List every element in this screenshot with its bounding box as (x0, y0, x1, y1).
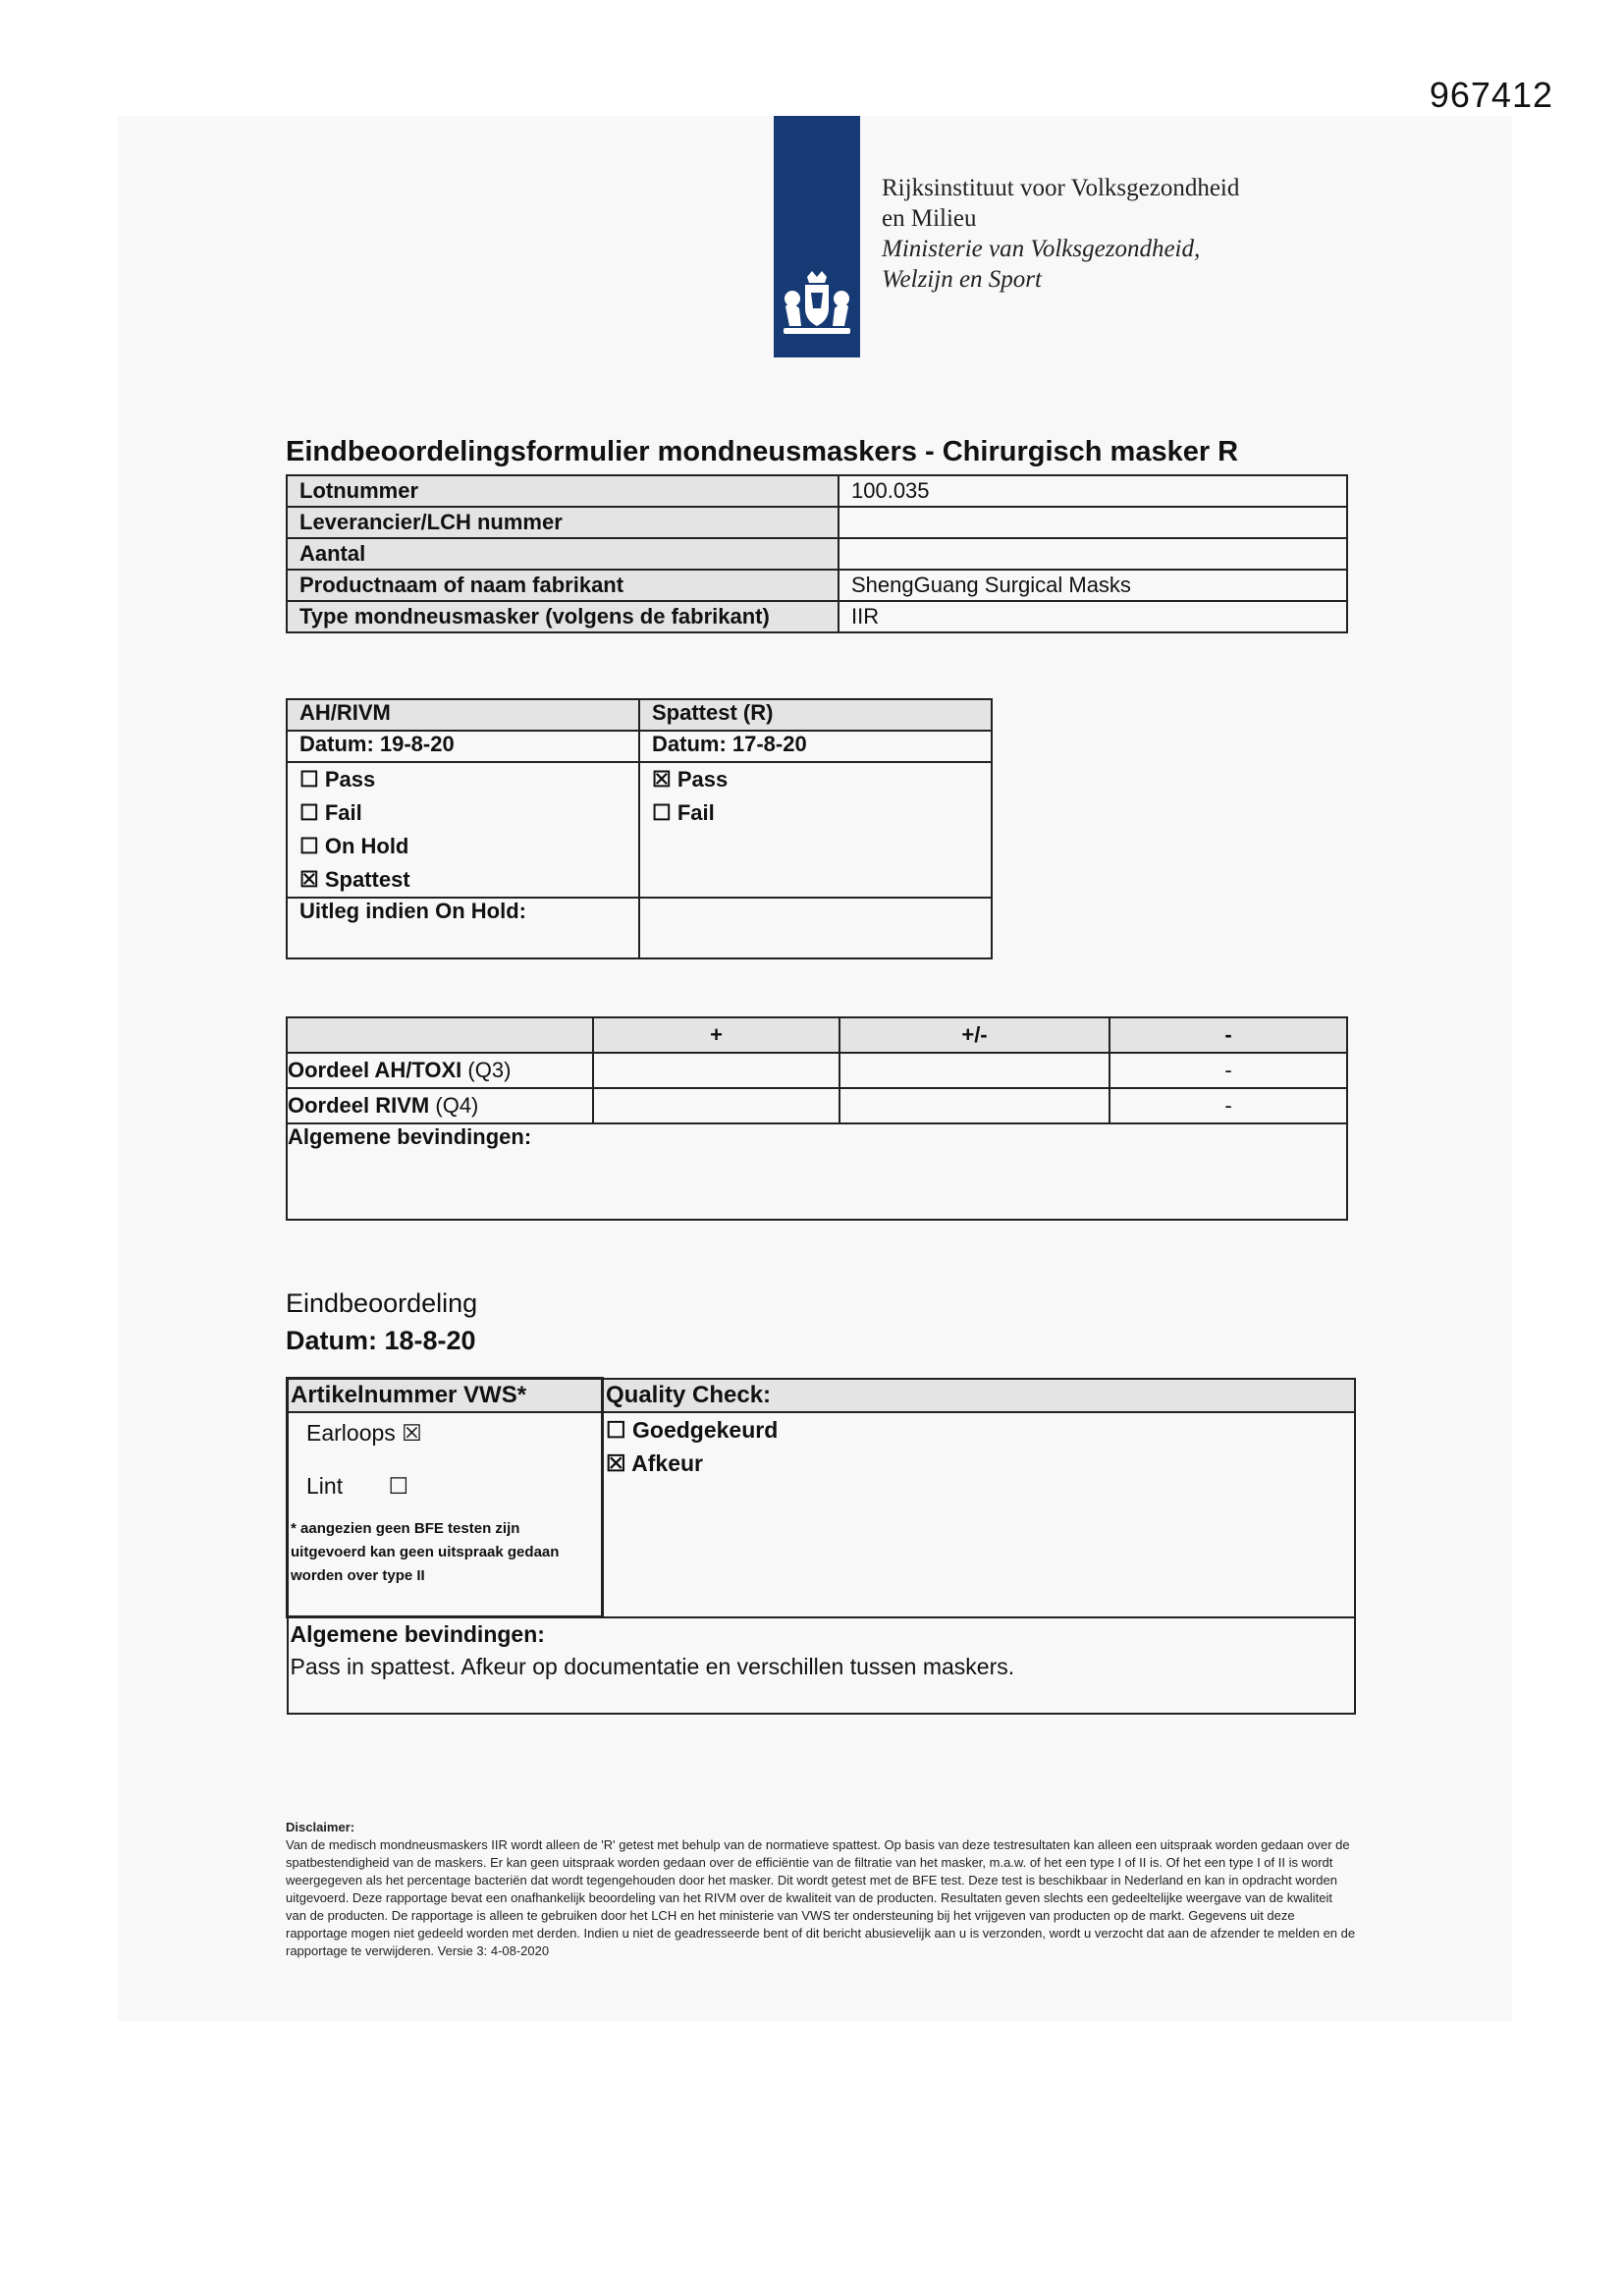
final-findings-label: Algemene bevindingen: (290, 1621, 545, 1647)
checkbox-fail[interactable]: ☐ Fail (652, 800, 715, 825)
checkbox-on-hold[interactable]: ☐ On Hold (299, 834, 409, 858)
table-row (287, 538, 1347, 570)
ah-rivm-options (287, 762, 639, 898)
table-row (287, 762, 992, 898)
disclaimer-text: Van de medisch mondneusmaskers IIR wordt alleen de 'R' getest met behulp van de normatieve spattest. Op basis van deze testresultaten kan alleen een uitspraak worden gedaan over de spatbestendigheid van de maskers. Er kan geen uitspraak worden gedaan over de efficiëntie van de filtratie van het masker, m.a.w. of het een type I of II is. Of het een type I of II is wordt weergegeven als het percentage bacteriën dat wordt tegengehouden door het masker. Dit wordt getest met de BFE test. Deze test is beschikbaar in Nederland en kan in opdracht worden uitgevoerd. Deze rapportage bevat een onafhankelijk beoordeling van het RIVM over de kwaliteit van de producten. Resultaten geven slechts een gedeeltelijke weergave van de kwaliteit van de producten. De rapportage is alleen te gebruiken door het LCH en het ministerie van VWS ter ondersteuning bij het vrijgeven van producten op de markt. Gegevens uit deze rapportage mogen niet gedeeld worden met derden. Indien u niet de geadresseerde bent of dit bericht abusievelijk aan u is verzonden, wordt u verzocht dat aan de afzender te melden en de rapportage te verwijderen. Versie 3: 4-08-2020 (286, 1837, 1356, 1958)
disclaimer (286, 1819, 1356, 1960)
field-value (839, 538, 1347, 570)
column-header-plus-minus: +/- (839, 1017, 1110, 1053)
checkbox-fail[interactable]: ☐ Fail (299, 800, 362, 825)
table-row (288, 1379, 1356, 1617)
final-assessment-title: Eindbeoordeling (286, 1288, 478, 1318)
field-value: 100.035 (839, 475, 1347, 507)
quality-check-cell (603, 1379, 1356, 1617)
organisation-name (882, 173, 1239, 295)
checkbox-rejected[interactable]: ☒ Afkeur (606, 1449, 704, 1476)
on-hold-explanation-value (639, 898, 992, 958)
type-footnote (289, 1513, 601, 1596)
table-cell (593, 1053, 839, 1088)
field-label: Lotnummer (287, 475, 839, 507)
form-title: Eindbeoordelingsformulier mondneusmaskers - Chirurgisch masker R (286, 436, 1239, 467)
final-findings-cell (288, 1617, 1356, 1715)
checkbox-pass[interactable]: ☐ Pass (299, 767, 376, 792)
row-label (287, 1053, 593, 1088)
table-cell: - (1110, 1053, 1347, 1088)
table-row (288, 1617, 1356, 1715)
table-row (287, 507, 1347, 538)
spattest-options (639, 762, 992, 898)
checkbox-lint[interactable]: Lint ☐ (306, 1473, 409, 1499)
row-label-text: Oordeel AH/TOXI (288, 1058, 462, 1082)
field-label: Aantal (287, 538, 839, 570)
row-label (287, 1088, 593, 1123)
table-cell: - (1110, 1088, 1347, 1123)
article-number-cell (288, 1379, 603, 1617)
table-row (287, 731, 992, 762)
article-number-header: Artikelnummer VWS* (289, 1380, 601, 1413)
question-code: (Q4) (435, 1093, 479, 1118)
quality-check-header: Quality Check: (604, 1380, 1354, 1413)
spattest-date: Datum: 17-8-20 (639, 731, 992, 762)
field-value (839, 507, 1347, 538)
column-header (287, 1017, 593, 1053)
checkbox-earloops[interactable]: Earloops ☒ (306, 1420, 422, 1446)
table-cell (839, 1088, 1110, 1123)
final-assessment-table (286, 1377, 1356, 1715)
field-label: Leverancier/LCH nummer (287, 507, 839, 538)
checkbox-approved[interactable]: ☐ Goedgekeurd (606, 1416, 779, 1443)
footnote-star: * (291, 1520, 297, 1537)
table-cell (593, 1088, 839, 1123)
column-header-minus: - (1110, 1017, 1347, 1053)
ah-rivm-date: Datum: 19-8-20 (287, 731, 639, 762)
final-assessment-date: Datum: 18-8-20 (286, 1326, 476, 1355)
ministry-line: Ministerie van Volksgezondheid, (882, 236, 1201, 262)
ah-rivm-header: AH/RIVM (287, 699, 639, 731)
field-value: ShengGuang Surgical Masks (839, 570, 1347, 601)
question-code: (Q3) (467, 1058, 512, 1082)
on-hold-explanation-label: Uitleg indien On Hold: (287, 898, 639, 958)
footnote-text: aangezien geen BFE testen zijn uitgevoerd kan geen uitspraak gedaan worden over type II (291, 1520, 560, 1584)
table-row (287, 1053, 1347, 1088)
table-row (287, 898, 992, 958)
document-number: 967412 (1429, 75, 1553, 115)
table-row (287, 1088, 1347, 1123)
table-row (287, 570, 1347, 601)
table-cell (839, 1053, 1110, 1088)
column-header-plus: + (593, 1017, 839, 1053)
table-row (287, 699, 992, 731)
org-line: en Milieu (882, 205, 977, 232)
field-value: IIR (839, 601, 1347, 632)
table-header-row (287, 1017, 1347, 1053)
final-findings-text: Pass in spattest. Afkeur op documentatie en verschillen tussen maskers. (290, 1654, 1015, 1679)
table-row (287, 1123, 1347, 1220)
org-line: Rijksinstituut voor Volksgezondheid (882, 175, 1240, 201)
product-info-table (286, 474, 1348, 633)
checkbox-pass[interactable]: ☒ Pass (652, 767, 729, 792)
ministry-line: Welzijn en Sport (882, 266, 1042, 293)
final-assessment-heading (286, 1285, 477, 1359)
general-findings-label: Algemene bevindingen: (287, 1123, 1347, 1220)
row-label-text: Oordeel RIVM (288, 1093, 430, 1118)
table-row (287, 601, 1347, 632)
disclaimer-title: Disclaimer: (286, 1820, 355, 1834)
rijksoverheid-logo (774, 116, 860, 357)
spattest-header: Spattest (R) (639, 699, 992, 731)
field-label: Type mondneusmasker (volgens de fabrikant) (287, 601, 839, 632)
crest-icon (778, 269, 856, 340)
field-label: Productnaam of naam fabrikant (287, 570, 839, 601)
test-result-table (286, 698, 993, 959)
checkbox-spattest[interactable]: ☒ Spattest (299, 867, 410, 892)
judgement-table (286, 1016, 1348, 1221)
table-row (287, 475, 1347, 507)
